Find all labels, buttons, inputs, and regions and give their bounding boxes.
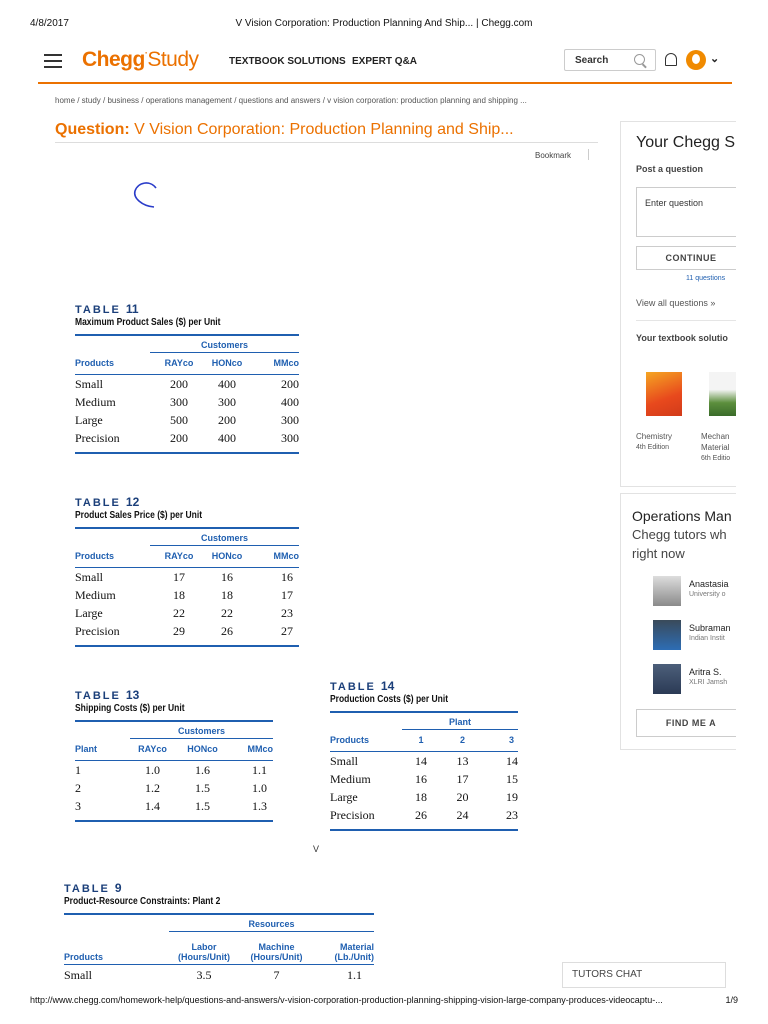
divider: [636, 320, 736, 321]
logo-brand: Chegg: [82, 48, 145, 71]
question-title: V Vision Corporation: Production Planning and Ship...: [134, 121, 514, 138]
table-row: Precision 29 26 27: [75, 623, 293, 638]
tutor-school: University o: [689, 591, 726, 598]
nav-textbook-solutions[interactable]: TEXTBOOK SOLUTIONS: [229, 56, 346, 67]
table-9: TABLE 9 Product-Resource Constraints: Plant 2 Resources Products Labor (Hours/Unit) Machine (Hours/Unit) Material (Lb./Unit) Small 3.5 7 1.1: [64, 881, 374, 984]
table-13: TABLE 13 Shipping Costs ($) per Unit Customers Plant RAYco HONco MMco 1 1.0 1.6 1.1 2 1.2 1.5 1.0 3 1.4 1.5 1.3: [75, 688, 273, 822]
table-subtitle: Product-Resource Constraints: Plant 2: [64, 896, 221, 907]
search-icon[interactable]: [634, 54, 645, 65]
table-group-header: Customers: [200, 533, 248, 543]
table-row: Medium 16 17 15: [330, 771, 518, 786]
search-input[interactable]: Search: [564, 49, 656, 71]
header-divider: [38, 82, 732, 84]
print-title: V Vision Corporation: Production Planning And Ship... | Chegg.com: [235, 18, 533, 29]
top-navigation: [38, 42, 738, 82]
textbook-solutions-label: Your textbook solutio: [636, 333, 728, 343]
tutors-subtitle-2: right now: [632, 546, 685, 561]
table-row: Small 17 16 16: [75, 569, 293, 584]
tutor-avatar: [653, 620, 681, 650]
tutor-name: Aritra S.: [689, 667, 722, 677]
stray-mark: V: [313, 844, 320, 854]
chevron-down-icon[interactable]: ⌄: [710, 53, 720, 65]
book-cover-mechanics[interactable]: [709, 372, 736, 416]
logo-product: Study: [147, 48, 199, 71]
table-11: TABLE 11 Maximum Product Sales ($) per Unit Customers Products RAYco HONco MMco Small 200 400 200 Medium 300 300 400 Large 500 200 300 Precision 200 400 300: [75, 302, 299, 454]
question-label: Question:: [55, 121, 130, 138]
tutors-title: Operations Man: [632, 508, 732, 524]
tutor-card[interactable]: [653, 576, 736, 606]
table-group-header: Customers: [200, 340, 248, 350]
questions-left: 11 questions: [686, 275, 726, 282]
table-group-header: Customers: [177, 726, 225, 736]
table-row: 3 1.4 1.5 1.3: [75, 798, 267, 813]
table-row: Large 22 22 23: [75, 605, 293, 620]
sidebar-title: Your Chegg S: [636, 134, 736, 151]
bookmark-link[interactable]: Bookmark: [535, 151, 572, 160]
table-row: 2 1.2 1.5 1.0: [75, 780, 267, 795]
table-row: Precision 200 400 300: [75, 430, 299, 445]
title-divider: [55, 142, 598, 143]
sidebar-your-chegg-study: [620, 121, 736, 487]
tutor-name: Anastasia: [689, 579, 729, 589]
table-row: Medium 300 300 400: [75, 394, 299, 409]
nav-expert-qa[interactable]: EXPERT Q&A: [352, 56, 418, 67]
table-group-header: Plant: [448, 717, 471, 727]
menu-icon[interactable]: [44, 54, 62, 68]
table-caption: TABLE 11: [75, 302, 139, 316]
find-tutor-button[interactable]: FIND ME A: [636, 709, 736, 737]
table-subtitle: Maximum Product Sales ($) per Unit: [75, 317, 221, 328]
tutor-school: XLRI Jamsh: [689, 679, 728, 686]
table-12: TABLE 12 Product Sales Price ($) per Unit Customers Products RAYco HONco MMco Small 17 16 16 Medium 18 18 17 Large 22 22 23 Precision 29 26 27: [75, 495, 299, 647]
print-page-number: 1/9: [725, 995, 738, 1005]
avatar[interactable]: [686, 50, 706, 70]
table-row: Large 500 200 300: [75, 412, 299, 427]
table-subtitle: Product Sales Price ($) per Unit: [75, 510, 203, 521]
table-caption: TABLE 12: [75, 495, 140, 509]
book-caption-chemistry[interactable]: Chemistry 4th Edition: [636, 432, 673, 451]
table-row: Medium 18 18 17: [75, 587, 293, 602]
bell-icon[interactable]: [665, 53, 677, 66]
table-caption: TABLE 14: [330, 679, 395, 693]
tutor-school: Indian Instit: [689, 635, 725, 642]
continue-button[interactable]: CONTINUE: [636, 246, 736, 270]
print-date: 4/8/2017: [30, 18, 69, 29]
table-14: TABLE 14 Production Costs ($) per Unit Plant Products 1 2 3 Small 14 13 14 Medium 16 17 15 Large 18 20 19 Precision 26 24 23: [330, 679, 518, 831]
table-group-header: Resources: [248, 919, 295, 929]
table-row: Small 3.5 7 1.1: [64, 967, 362, 982]
page-title: [55, 121, 514, 139]
table-row: Small 200 400 200: [75, 376, 299, 391]
tutors-chat-button[interactable]: TUTORS CHAT: [562, 962, 726, 988]
tutor-name: Subraman: [689, 623, 731, 633]
table-row: Precision 26 24 23: [330, 807, 518, 822]
tutor-avatar: [653, 576, 681, 606]
post-question-label: Post a question: [636, 164, 704, 174]
table-caption: TABLE 9: [64, 881, 122, 895]
view-all-questions-link[interactable]: View all questions »: [636, 298, 716, 308]
tutor-card[interactable]: [653, 620, 736, 650]
table-row: 1 1.0 1.6 1.1: [75, 762, 267, 777]
table-subtitle: Production Costs ($) per Unit: [330, 694, 449, 705]
tutors-panel: [620, 493, 736, 750]
table-subtitle: Shipping Costs ($) per Unit: [75, 703, 185, 714]
table-row: Small 14 13 14: [330, 753, 518, 768]
table-row: Large 18 20 19: [330, 789, 518, 804]
print-url: http://www.chegg.com/homework-help/questions-and-answers/v-vision-corporation-production-planning-shipping-vision-large-company-produces-videocaptu-...: [30, 995, 663, 1005]
tutors-subtitle: Chegg tutors wh: [632, 527, 727, 542]
breadcrumb[interactable]: home / study / business / operations management / questions and answers / v vision corporation: production planning and shipping ...: [55, 96, 527, 105]
book-caption-mechanics[interactable]: Mechan Material 6th Editio: [701, 432, 731, 462]
handwritten-scribble: [130, 178, 170, 214]
chegg-study-logo[interactable]: Chegg·Study: [82, 48, 199, 71]
question-input[interactable]: Enter question: [636, 187, 736, 237]
tutor-card[interactable]: [653, 664, 736, 694]
tutor-avatar: [653, 664, 681, 694]
divider: [588, 149, 589, 160]
table-caption: TABLE 13: [75, 688, 140, 702]
book-cover-chemistry[interactable]: [646, 372, 682, 416]
